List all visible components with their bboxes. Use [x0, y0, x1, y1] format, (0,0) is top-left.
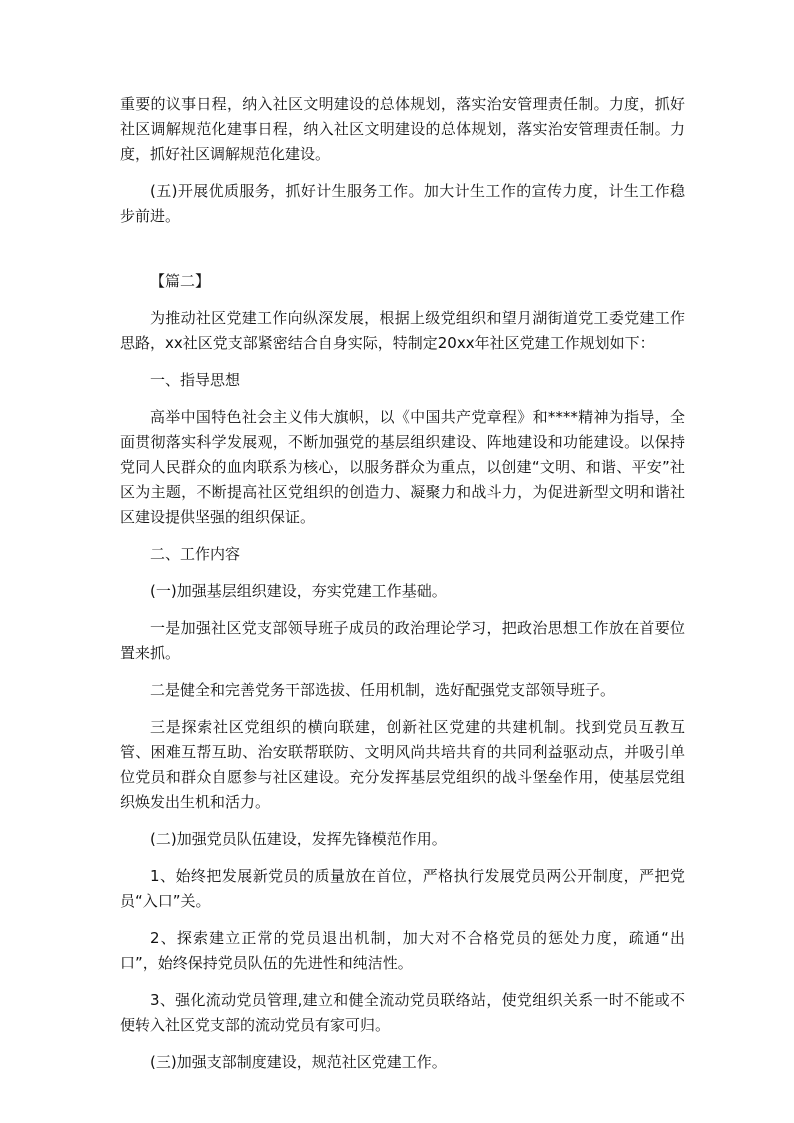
paragraph-item-3: 3、强化流动党员管理,建立和健全流动党员联络站，使党组织关系一时不能或不便转入社区党支部的流动党员有家可归。 [120, 991, 685, 1034]
section-heading-part-two: 【篇二】 [150, 272, 211, 290]
heading-work-content: 二、工作内容 [150, 545, 241, 563]
paragraph-point-two: 二是健全和完善党务干部选拔、任用机制，选好配强党支部领导班子。 [150, 681, 616, 699]
paragraph-point-three: 三是探索社区党组织的横向联建，创新社区党建的共建机制。找到党员互教互管、困难互帮互助、治安联帮联防、文明风尚共培共育的共同利益驱动点，并吸引单位党员和群众自愿参与社区建设。充分发挥基层党组织的战斗堡垒作用，使基层党组织焕发出生机和活力。 [120, 718, 685, 811]
paragraph-continuation: 重要的议事日程，纳入社区文明建设的总体规划，落实治安管理责任制。力度，抓好社区调解规范化建事日程，纳入社区文明建设的总体规划，落实治安管理责任制。力度，抓好社区调解规范化建设。 [120, 95, 685, 163]
paragraph-item-5: (五)开展优质服务，抓好计生服务工作。加大计生工作的宣传力度，计生工作稳步前进。 [120, 182, 685, 225]
paragraph-item-2: 2、探索建立正常的党员退出机制，加大对不合格党员的惩处力度，疏通“出口”，始终保持党员队伍的先进性和纯洁性。 [120, 929, 685, 972]
heading-guiding-ideology: 一、指导思想 [150, 371, 241, 389]
paragraph-guiding-ideology: 高举中国特色社会主义伟大旗帜，以《中国共产党章程》和****精神为指导，全面贯彻落实科学发展观，不断加强党的基层组织建设、阵地建设和功能建设。以保持党同人民群众的血肉联系为核心，以服务群众为重点，以创建“文明、和谐、平安”社区为主题，不断提高社区党组织的创造力、凝聚力和战斗力，为促进新型文明和谐社区建设提供坚强的组织保证。 [120, 408, 685, 526]
paragraph-item-1: 1、始终把发展新党员的质量放在首位，严格执行发展党员两公开制度，严把党员“入口”关。 [120, 867, 685, 910]
document-page [120, 92, 685, 1075]
subheading-three: (三)加强支部制度建设，规范社区党建工作。 [150, 1053, 447, 1071]
subheading-one: (一)加强基层组织建设，夯实党建工作基础。 [150, 582, 447, 600]
subheading-two: (二)加强党员队伍建设，发挥先锋模范作用。 [150, 830, 447, 848]
paragraph-point-one: 一是加强社区党支部领导班子成员的政治理论学习，把政治思想工作放在首要位置来抓。 [120, 619, 685, 662]
paragraph-intro: 为推动社区党建工作向纵深发展，根据上级党组织和望月湖街道党工委党建工作思路，xx社区党支部紧密结合自身实际，特制定20xx年社区党建工作规划如下： [120, 309, 685, 352]
